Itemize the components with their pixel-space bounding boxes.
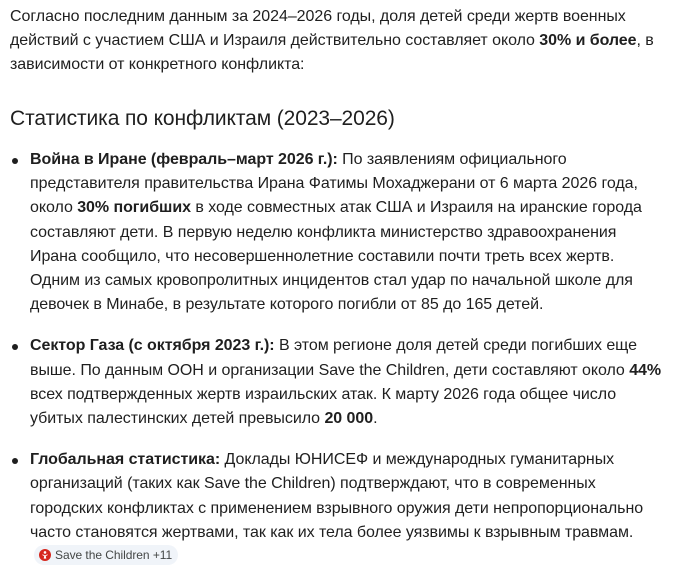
item-bold: 20 000 xyxy=(324,410,374,428)
item-bold: 44% xyxy=(629,361,662,379)
bullet-icon xyxy=(12,344,18,350)
item-text: По заявлениям официального представителя правительства Ирана Фатимы Мохаджерани от 6 марта 2026 года, около xyxy=(30,151,638,217)
intro-paragraph xyxy=(10,5,662,77)
source-chip[interactable] xyxy=(34,545,178,565)
item-title: Сектор Газа (с октября 2023 г.): xyxy=(30,337,275,355)
item-title: Глобальная статистика: xyxy=(30,451,221,469)
list-item-global xyxy=(10,448,662,570)
intro-text-2: , в зависимости от конкретного конфликта: xyxy=(10,32,654,73)
item-text: . xyxy=(373,410,378,428)
list-item-gaza xyxy=(10,334,662,431)
list-item-iran xyxy=(10,148,662,317)
item-text: Доклады ЮНИСЕФ и международных гуманитарных организаций (таких как Save the Children) подтверждают, что в современных городских конфликтах с применением взрывного оружия дети непропорционально часто становятся жертвами, так как их тела более уязвимы к взрывным травмам. xyxy=(30,451,644,541)
intro-text-1: Согласно последним данным за 2024–2026 годы, доля детей среди жертв военных действий с участием США и Израиля действительно составляет около xyxy=(10,8,626,49)
item-text: всех подтвержденных жертв израильских атак. К марту 2026 года общее число убитых палестинских детей превысило xyxy=(30,385,617,428)
conflict-list xyxy=(10,148,662,570)
item-text: В этом регионе доля детей среди погибших еще выше. По данным ООН и организации Save the Children, дети составляют около xyxy=(30,337,637,379)
source-chip-label: Save the Children +11 xyxy=(55,548,173,563)
intro-bold: 30% и более xyxy=(539,32,637,49)
item-title: Война в Иране (февраль–март 2026 г.): xyxy=(30,151,338,168)
item-text: в ходе совместных атак США и Израиля на иранские города составляют дети. В первую неделю конфликта министерство здравоохранения Ирана сообщило, что несовершеннолетние составили почти треть всех жертв. Одним из самых кровопролитных инцидентов стал удар по начальной школе для девочек в Минабе, в результате которого погибли от 85 до 165 детей. xyxy=(30,199,642,314)
section-heading: Статистика по конфликтам (2023–2026) xyxy=(10,107,395,130)
bullet-icon xyxy=(12,458,18,464)
item-bold: 30% погибших xyxy=(77,199,191,217)
save-the-children-logo-icon xyxy=(39,549,51,561)
bullet-icon xyxy=(12,158,18,164)
